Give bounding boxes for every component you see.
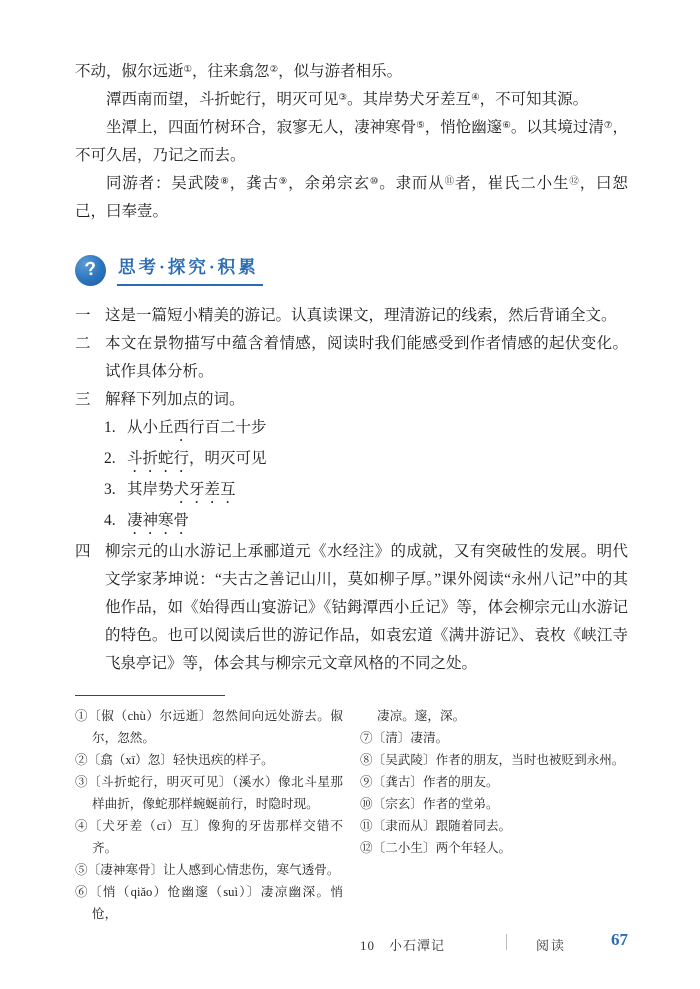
lesson-title: 小石潭记 <box>389 938 446 953</box>
exercise-number: 一 <box>75 307 91 324</box>
text-run: ，曰恕己，曰奉壹。 <box>75 175 628 220</box>
text-run: 同游者：吴武陵 <box>106 175 221 192</box>
page-number: 67 <box>611 930 628 949</box>
footnote-ref: ⑨ <box>278 176 289 187</box>
text-paragraph <box>75 58 628 86</box>
text-run: ，余弟宗玄 <box>288 175 370 192</box>
footnote-ref: ③ <box>338 92 348 103</box>
text-run: 。隶而从 <box>379 175 445 192</box>
exercise-text <box>105 386 628 414</box>
text-run: ，往来翕忽 <box>192 63 270 80</box>
footnote-entry: ⑤〔凄神寒骨〕让人感到心情悲伤，寒气透骨。 <box>75 863 340 877</box>
exercise-number: 二 <box>75 335 91 352</box>
subitem-number: 2. <box>104 450 116 467</box>
emphasized-word: 西 <box>173 419 190 436</box>
emphasized-word: 凄神寒骨 <box>127 512 190 529</box>
section-label: 阅读 <box>535 938 566 953</box>
text-run: ，明灭可见 <box>189 450 267 467</box>
footnote-ref: ② <box>269 64 279 75</box>
footnotes-left <box>75 705 343 925</box>
text-run: 解释下列加点的词。 <box>105 391 245 408</box>
subitem-number: 1. <box>104 419 116 436</box>
exercise-item <box>75 386 628 414</box>
footnote-entry: ②〔翕（xī）忽〕轻快迅疾的样子。 <box>75 753 274 767</box>
footnote-ref: ⑤ <box>416 120 425 131</box>
section-header <box>75 254 628 286</box>
footnote-ref: ⑦ <box>603 120 613 131</box>
text-paragraph <box>75 114 628 170</box>
exercise-item <box>75 538 628 678</box>
emphasized-word: 斗折蛇行 <box>127 450 190 467</box>
footnote-entry: ⑦〔清〕凄清。 <box>360 731 449 745</box>
subitem-number: 3. <box>104 481 116 498</box>
text-run: 者，崔氏二小生 <box>454 175 570 192</box>
footnote-entry: ⑧〔吴武陵〕作者的朋友，当时也被贬到永州。 <box>360 753 625 767</box>
page-content <box>75 58 628 925</box>
text-run: ，悄怆幽邃 <box>424 119 503 136</box>
exercise-text <box>105 302 628 330</box>
footnote-ref: ① <box>183 64 193 75</box>
footnote-ref: ⑥ <box>502 120 511 131</box>
page-footer <box>0 931 628 953</box>
footer-rule <box>506 934 507 950</box>
exercise-text <box>105 538 628 678</box>
footnote-entry: 凄凉。邃，深。 <box>377 709 466 723</box>
exercise-list <box>75 302 628 678</box>
footnote-entry: ④〔犬牙差（cī）互〕像狗的牙齿那样交错不齐。 <box>75 819 343 855</box>
exercise-subitem <box>104 507 628 538</box>
lesson-caption <box>360 935 445 954</box>
footnote-entry: ⑥〔悄（qiǎo）怆幽邃（suì）〕凄凉幽深。悄怆， <box>75 885 343 921</box>
subitem-text <box>127 414 628 445</box>
subitem-text <box>127 445 628 476</box>
question-mark-glyph: ? <box>83 258 98 281</box>
text-run: 从小丘 <box>127 419 174 436</box>
footnote-ref: ⑧ <box>220 176 230 187</box>
emphasized-word: 犬牙差互 <box>173 481 236 498</box>
exercise-subitem <box>104 476 628 507</box>
text-paragraph <box>75 86 628 114</box>
footnote-ref: ⑫ <box>569 176 580 187</box>
exercise-number: 三 <box>75 391 91 408</box>
text-run: 行百二十步 <box>189 419 267 436</box>
footnote-entry: ⑨〔龚古〕作者的朋友。 <box>360 775 499 789</box>
exercise-text <box>105 330 628 386</box>
question-mark-icon <box>75 255 106 286</box>
footnote-divider <box>75 695 225 696</box>
text-run: 潭西南而望，斗折蛇行，明灭可见 <box>106 91 339 108</box>
exercise-item <box>75 302 628 330</box>
lesson-number: 10 <box>360 938 375 953</box>
footnote-ref: ⑩ <box>369 176 380 187</box>
subitem-number: 4. <box>104 512 116 529</box>
exercise-subitem <box>104 445 628 476</box>
text-run: 不动，俶尔远逝 <box>75 63 184 80</box>
text-run: 坐潭上，四面竹树环合，寂寥无人，凄神寒骨 <box>106 119 417 136</box>
footnote-ref: ⑪ <box>444 176 455 187</box>
section-title: 思考·探究·积累 <box>117 254 263 286</box>
text-run: 柳宗元的山水游记上承郦道元《水经注》的成就，又有突破性的发展。明代文学家茅坤说：“夫古之善记山川，莫如柳子厚。”课外阅读“永州八记”中的其他作品，如《始得西山宴游记》《钴鉧潭西小丘记》等，体会柳宗元山水游记的特色。也可以阅读后世的游记作品，如袁宏道《满井游记》、袁枚《峡江寺飞泉亭记》等，体会其与柳宗元文章风格的不同之处。 <box>105 543 628 672</box>
exercise-number: 四 <box>75 543 91 560</box>
text-run: ，似与游者相乐。 <box>278 63 403 80</box>
text-run: ，龚古 <box>229 175 279 192</box>
footnote-ref: ④ <box>471 92 480 103</box>
footnote-entry: ⑪〔隶而从〕跟随着同去。 <box>360 819 512 833</box>
text-run: 其岸势 <box>127 481 174 498</box>
text-paragraph <box>75 170 628 226</box>
text-run: 。以其境过清 <box>510 119 604 136</box>
text-run: ，不可久居，乃记之而去。 <box>75 119 628 164</box>
footnote-entry: ③〔斗折蛇行，明灭可见〕（溪水）像北斗星那样曲折，像蛇那样蜿蜒前行，时隐时现。 <box>75 775 343 811</box>
subitem-text <box>127 476 628 507</box>
text-run: 本文在景物描写中蕴含着情感，阅读时我们能感受到作者情感的起伏变化。试作具体分析。 <box>105 335 628 380</box>
exercise-item <box>75 330 628 386</box>
footnote-entry: ⑩〔宗玄〕作者的堂弟。 <box>360 797 499 811</box>
text-run: ，不可知其源。 <box>479 91 589 108</box>
footnotes-right <box>360 705 628 925</box>
footnotes <box>75 705 628 925</box>
main-text <box>75 58 628 226</box>
text-run: 这是一篇短小精美的游记。认真读课文，理清游记的线索，然后背诵全文。 <box>105 307 617 324</box>
footnote-entry: ⑫〔二小生〕两个年轻人。 <box>360 841 512 855</box>
subitem-text <box>127 507 628 538</box>
text-run: 。其岸势犬牙差互 <box>347 91 472 108</box>
footnote-entry: ①〔俶（chù）尔远逝〕忽然间向远处游去。俶尔，忽然。 <box>75 709 343 745</box>
exercise-subitem <box>104 414 628 445</box>
